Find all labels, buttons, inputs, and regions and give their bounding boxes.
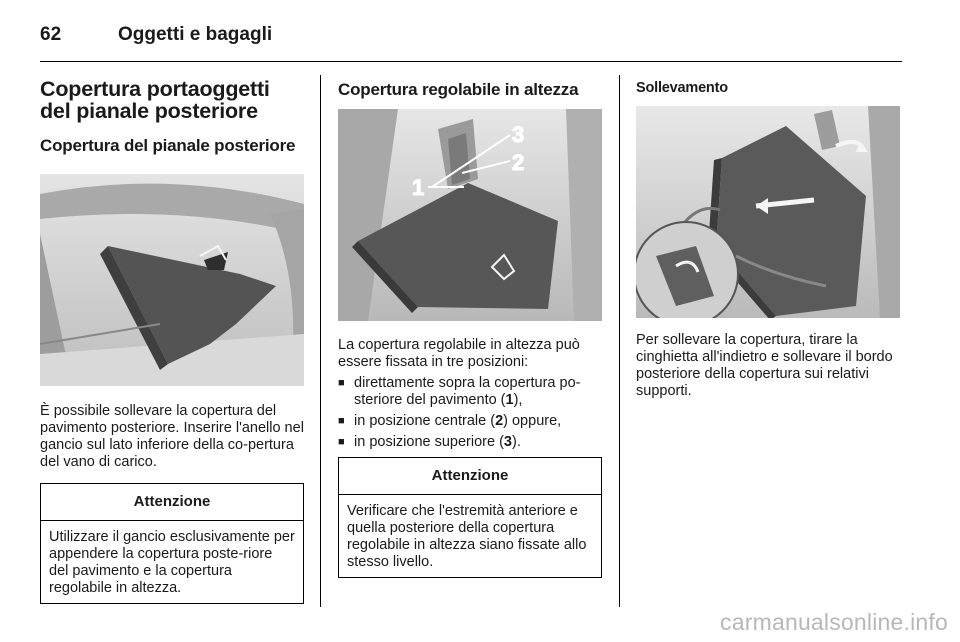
column-divider xyxy=(619,75,620,607)
instruction-paragraph: Per sollevare la copertura, tirare la cinghietta all'indietro e sollevare il bordo posteriore della copertura sui relativi supporti. xyxy=(636,332,893,399)
intro-paragraph: La copertura regolabile in altezza può essere fissata in tre posizioni: xyxy=(338,337,580,370)
page-header xyxy=(40,12,900,62)
section-title: Copertura regolabile in altezza xyxy=(338,80,579,99)
column-rear-floor-cover xyxy=(40,78,304,604)
column-lifting xyxy=(636,78,900,400)
lifting-photo xyxy=(636,106,900,318)
adjustable-cover-photo xyxy=(338,109,602,321)
chapter-title: Oggetti e bagagli xyxy=(118,24,273,45)
callout-label-1: 1 xyxy=(412,175,425,200)
header-rule xyxy=(40,61,902,62)
warning-box xyxy=(338,457,602,578)
warning-body: Verificare che l'estremità anteriore e quella posteriore della copertura regolabile in altezza siano fissate allo stesso livello. xyxy=(347,503,587,570)
warning-title: Attenzione xyxy=(339,458,601,495)
list-item: ■ in posizione centrale (2) oppure, xyxy=(338,413,602,430)
warning-title: Attenzione xyxy=(41,484,303,521)
warning-body: Utilizzare il gancio esclusivamente per appendere la copertura poste-riore del pavimento e la copertura regolabile in altezza. xyxy=(49,529,295,596)
list-item: ■ in posizione superiore (3). xyxy=(338,434,602,451)
list-item: ■ direttamente sopra la copertura po-steriore del pavimento (1), xyxy=(338,375,602,409)
position-list xyxy=(338,375,602,451)
rear-floor-cover-photo xyxy=(40,174,304,386)
callout-label-2: 2 xyxy=(512,150,525,175)
instruction-paragraph: È possibile sollevare la copertura del pavimento posteriore. Inserire l'anello nel gancio sul lato inferiore della co-pertura del vano di carico. xyxy=(40,403,304,470)
warning-box xyxy=(40,483,304,604)
watermark: carmanualsonline.info xyxy=(720,609,948,635)
column-adjustable-cover xyxy=(338,78,602,578)
section-title: Sollevamento xyxy=(636,80,728,96)
page-number: 62 xyxy=(40,24,62,45)
callout-label-3: 3 xyxy=(512,122,525,147)
subsection-title: Copertura del pianale posteriore xyxy=(40,136,296,155)
section-title: Copertura portaoggetti del pianale posteriore xyxy=(40,77,270,123)
column-divider xyxy=(320,75,321,607)
